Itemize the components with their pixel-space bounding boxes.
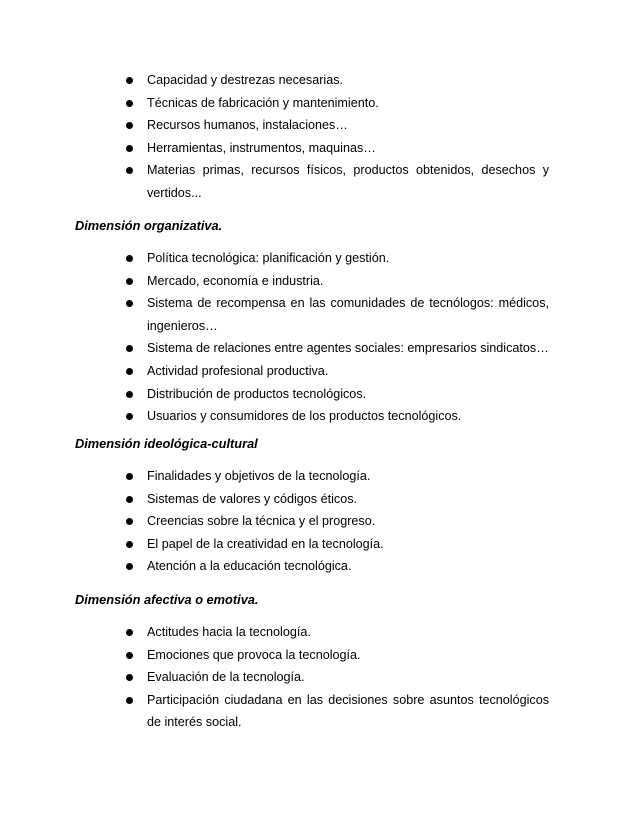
technical-dimension-list: [0, 69, 638, 205]
list-item-text: El papel de la creatividad en la tecnología.: [147, 536, 384, 551]
bullet-icon: [126, 697, 133, 704]
organizational-dimension-list: [0, 247, 638, 428]
list-item-text: Mercado, economía e industria.: [147, 273, 324, 288]
list-item-text: Técnicas de fabricación y mantenimiento.: [147, 95, 379, 110]
list-item: [0, 383, 549, 406]
list-item-text: Actitudes hacia la tecnología.: [147, 625, 311, 639]
list-item: [0, 92, 549, 115]
list-item-text: Emociones que provoca la tecnología.: [147, 647, 361, 662]
bullet-icon: [126, 652, 133, 659]
bullet-icon: [126, 674, 133, 681]
ideological-dimension-list: [0, 465, 638, 578]
bullet-icon: [126, 629, 133, 636]
bullet-icon: [126, 255, 133, 262]
list-item: [0, 360, 549, 383]
list-item-text: Sistema de recompensa en las comunidades de tecnólogos: médicos, ingenieros…: [147, 296, 549, 333]
list-item-text: Materias primas, recursos físicos, productos obtenidos, desechos y vertidos...: [147, 163, 549, 200]
list-item: [0, 488, 549, 511]
list-item-text: Sistema de relaciones entre agentes sociales: empresarios sindicatos…: [147, 341, 549, 356]
section-heading-organizativa: Dimensión organizativa.: [75, 218, 223, 233]
list-item: [0, 337, 549, 360]
list-item-text: Atención a la educación tecnológica.: [147, 559, 352, 574]
bullet-icon: [126, 122, 133, 129]
list-item: [0, 69, 549, 92]
list-item-text: Creencias sobre la técnica y el progreso.: [147, 514, 376, 529]
list-item-text: Sistemas de valores y códigos éticos.: [147, 491, 357, 506]
bullet-icon: [126, 345, 133, 352]
list-item-text: Evaluación de la tecnología.: [147, 670, 305, 685]
list-item: [0, 270, 549, 293]
list-item: [0, 405, 549, 428]
bullet-icon: [126, 300, 133, 307]
list-item-text: Política tecnológica: planificación y gestión.: [147, 251, 390, 265]
affective-dimension-list: [0, 621, 638, 734]
list-item: [0, 644, 549, 667]
list-item-text: Distribución de productos tecnológicos.: [147, 386, 367, 401]
list-item-text: Finalidades y objetivos de la tecnología.: [147, 469, 371, 483]
list-item: [0, 533, 549, 556]
list-item-text: Usuarios y consumidores de los productos tecnológicos.: [147, 409, 462, 424]
bullet-icon: [126, 145, 133, 152]
bullet-icon: [126, 368, 133, 375]
list-item: [0, 137, 549, 160]
bullet-icon: [126, 167, 133, 174]
bullet-icon: [126, 413, 133, 420]
bullet-icon: [126, 473, 133, 480]
list-item-text: Capacidad y destrezas necesarias.: [147, 73, 344, 87]
bullet-icon: [126, 278, 133, 285]
list-item: [0, 247, 549, 270]
bullet-icon: [126, 391, 133, 398]
list-item: [0, 555, 549, 578]
list-item: [0, 159, 549, 204]
list-item-text: Actividad profesional productiva.: [147, 363, 329, 378]
list-item: [0, 621, 549, 644]
list-item: [0, 666, 549, 689]
list-item-text: Participación ciudadana en las decisiones sobre asuntos tecnológicos de interés social.: [147, 692, 549, 730]
list-item: [0, 510, 549, 533]
list-item: [0, 292, 549, 337]
bullet-icon: [126, 541, 133, 548]
bullet-icon: [126, 77, 133, 84]
list-item: [0, 689, 549, 734]
list-item-text: Herramientas, instrumentos, maquinas…: [147, 140, 376, 155]
bullet-icon: [126, 563, 133, 570]
bullet-icon: [126, 518, 133, 525]
list-item: [0, 465, 549, 488]
list-item-text: Recursos humanos, instalaciones…: [147, 118, 348, 133]
bullet-icon: [126, 496, 133, 503]
bullet-icon: [126, 100, 133, 107]
section-heading-ideologica-cultural: Dimensión ideológica-cultural: [75, 436, 258, 451]
list-item: [0, 114, 549, 137]
section-heading-afectiva-emotiva: Dimensión afectiva o emotiva.: [75, 592, 259, 607]
